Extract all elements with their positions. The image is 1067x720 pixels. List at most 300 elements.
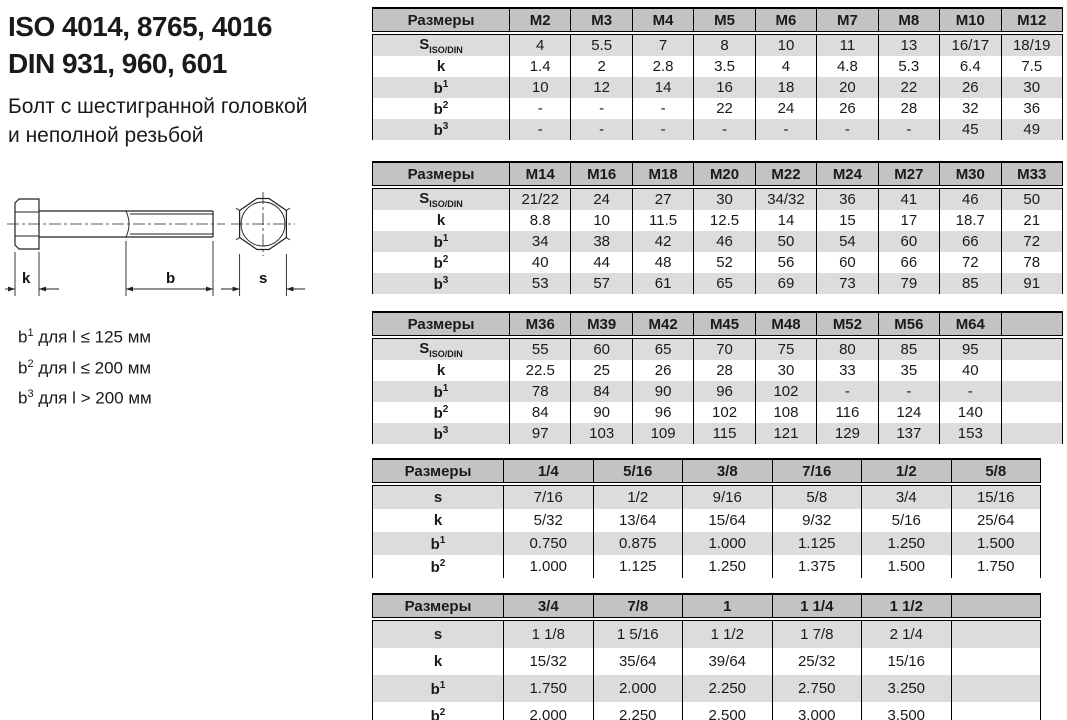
- value-cell: -: [510, 119, 571, 140]
- value-cell: -: [878, 381, 939, 402]
- value-cell: 1.500: [951, 532, 1041, 555]
- value-cell: 5.5: [571, 33, 632, 56]
- value-cell: 16/17: [940, 33, 1001, 56]
- value-cell: 18.7: [940, 210, 1001, 231]
- standards-title-din: DIN 931, 960, 601: [8, 48, 227, 79]
- value-cell: 1.250: [862, 532, 952, 555]
- value-cell: 55: [510, 337, 571, 360]
- value-cell: 56: [755, 252, 816, 273]
- bolt-side-view: [7, 199, 225, 249]
- value-cell: 27: [632, 187, 693, 210]
- value-cell: 14: [755, 210, 816, 231]
- row-label: $b^3$: [373, 119, 510, 140]
- value-cell: 42: [632, 231, 693, 252]
- empty-cell: [951, 648, 1041, 675]
- empty-cell: [1001, 337, 1063, 360]
- value-cell: 22.5: [510, 360, 571, 381]
- size-column-header: 7/8: [593, 594, 683, 619]
- value-cell: 25/32: [772, 648, 862, 675]
- table-header-row: [373, 312, 1063, 337]
- value-cell: -: [817, 381, 878, 402]
- value-cell: 91: [1001, 273, 1063, 294]
- value-cell: 15/16: [951, 484, 1041, 509]
- value-cell: 26: [940, 77, 1001, 98]
- row-label: $b^1$: [373, 675, 504, 702]
- value-cell: 15/16: [862, 648, 952, 675]
- table-header-row: [373, 8, 1063, 33]
- value-cell: 65: [694, 273, 755, 294]
- value-cell: 48: [632, 252, 693, 273]
- table-header-row: [373, 459, 1041, 484]
- value-cell: 2.500: [683, 702, 773, 720]
- value-cell: 20: [817, 77, 878, 98]
- value-cell: 10: [510, 77, 571, 98]
- value-cell: 36: [817, 187, 878, 210]
- value-cell: 28: [878, 98, 939, 119]
- hex-head-view: [231, 192, 295, 256]
- value-cell: 78: [1001, 252, 1063, 273]
- size-column-header: 1/2: [862, 459, 952, 484]
- value-cell: 24: [755, 98, 816, 119]
- value-cell: 25: [571, 360, 632, 381]
- value-cell: 45: [940, 119, 1001, 140]
- table-row: [373, 98, 1063, 119]
- value-cell: 96: [632, 402, 693, 423]
- dimension-table-4: [372, 458, 1041, 578]
- value-cell: 1 1/2: [683, 619, 773, 648]
- size-column-header: 3/4: [504, 594, 594, 619]
- empty-cell: [1001, 381, 1063, 402]
- empty-cell: [951, 675, 1041, 702]
- empty-cell: [1001, 360, 1063, 381]
- value-cell: 2: [571, 56, 632, 77]
- value-cell: 102: [755, 381, 816, 402]
- value-cell: 2 1/4: [862, 619, 952, 648]
- value-cell: 12.5: [694, 210, 755, 231]
- value-cell: 50: [755, 231, 816, 252]
- table-row: [373, 702, 1041, 720]
- size-column-header: 1/4: [504, 459, 594, 484]
- dimension-b: [126, 241, 213, 296]
- size-column-header: M16: [571, 162, 632, 187]
- value-cell: 32: [940, 98, 1001, 119]
- value-cell: 16: [694, 77, 755, 98]
- row-label: k: [373, 210, 510, 231]
- size-column-header: 1 1/2: [862, 594, 952, 619]
- value-cell: 46: [940, 187, 1001, 210]
- value-cell: 17: [878, 210, 939, 231]
- table-row: [373, 210, 1063, 231]
- value-cell: 34: [510, 231, 571, 252]
- size-column-header: 5/8: [951, 459, 1041, 484]
- bolt-technical-drawing: [5, 186, 335, 316]
- size-column-header: M2: [510, 8, 571, 33]
- value-cell: 25/64: [951, 509, 1041, 532]
- size-column-header: M64: [940, 312, 1001, 337]
- value-cell: -: [632, 119, 693, 140]
- row-label: $b^2$: [373, 702, 504, 720]
- value-cell: -: [755, 119, 816, 140]
- sizes-header-cell: Размеры: [373, 162, 510, 187]
- value-cell: 90: [571, 402, 632, 423]
- value-cell: 84: [510, 402, 571, 423]
- value-cell: 38: [571, 231, 632, 252]
- value-cell: 2.000: [504, 702, 594, 720]
- value-cell: 3.000: [772, 702, 862, 720]
- value-cell: 36: [1001, 98, 1063, 119]
- size-column-header: M7: [817, 8, 878, 33]
- sizes-header-cell: Размеры: [373, 312, 510, 337]
- row-label: $b^1$: [373, 381, 510, 402]
- table-row: [373, 381, 1063, 402]
- size-column-header: 3/8: [683, 459, 773, 484]
- value-cell: 66: [878, 252, 939, 273]
- value-cell: 18/19: [1001, 33, 1063, 56]
- value-cell: 5/8: [772, 484, 862, 509]
- table-row: [373, 619, 1041, 648]
- standards-title-iso: ISO 4014, 8765, 4016: [8, 11, 272, 42]
- row-label: $b^2$: [373, 98, 510, 119]
- table-row: [373, 119, 1063, 140]
- table-header-row: [373, 162, 1063, 187]
- size-column-header: M18: [632, 162, 693, 187]
- size-column-header: M22: [755, 162, 816, 187]
- table-row: [373, 231, 1063, 252]
- value-cell: 1/2: [593, 484, 683, 509]
- value-cell: 41: [878, 187, 939, 210]
- table-row: [373, 402, 1063, 423]
- row-label: $b^3$: [373, 273, 510, 294]
- value-cell: 65: [632, 337, 693, 360]
- size-column-header: M3: [571, 8, 632, 33]
- value-cell: 137: [878, 423, 939, 444]
- size-column-header: M5: [694, 8, 755, 33]
- row-label: $b^2$: [373, 402, 510, 423]
- value-cell: 52: [694, 252, 755, 273]
- value-cell: 4: [510, 33, 571, 56]
- size-column-header: M6: [755, 8, 816, 33]
- value-cell: 40: [940, 360, 1001, 381]
- row-label: $S_{ISO/DIN}$: [373, 33, 510, 56]
- value-cell: -: [817, 119, 878, 140]
- table-row: [373, 33, 1063, 56]
- value-cell: 1.500: [862, 555, 952, 578]
- value-cell: 73: [817, 273, 878, 294]
- value-cell: -: [878, 119, 939, 140]
- value-cell: 1.125: [593, 555, 683, 578]
- value-cell: 108: [755, 402, 816, 423]
- value-cell: 1.375: [772, 555, 862, 578]
- note-b2: $b^2$ для l ≤ 200 мм: [18, 357, 152, 378]
- value-cell: 70: [694, 337, 755, 360]
- table-row: [373, 337, 1063, 360]
- value-cell: 153: [940, 423, 1001, 444]
- row-label: $S_{ISO/DIN}$: [373, 187, 510, 210]
- bolt-description-line1: Болт с шестигранной головкой: [8, 95, 308, 118]
- value-cell: 80: [817, 337, 878, 360]
- note-b1: $b^1$ для l ≤ 125 мм: [18, 327, 152, 347]
- table-row: [373, 423, 1063, 444]
- dim-k-label: k: [22, 270, 31, 287]
- value-cell: 2.750: [772, 675, 862, 702]
- row-label: k: [373, 509, 504, 532]
- size-column-header: M24: [817, 162, 878, 187]
- value-cell: 39/64: [683, 648, 773, 675]
- value-cell: 5/32: [504, 509, 594, 532]
- value-cell: 15/64: [683, 509, 773, 532]
- bolt-description: [8, 92, 307, 150]
- size-column-header: M39: [571, 312, 632, 337]
- sizes-header-cell: Размеры: [373, 459, 504, 484]
- dimension-table-3: [372, 311, 1063, 444]
- value-cell: 8.8: [510, 210, 571, 231]
- value-cell: 61: [632, 273, 693, 294]
- value-cell: 8: [694, 33, 755, 56]
- value-cell: 1.000: [504, 555, 594, 578]
- table-row: [373, 484, 1041, 509]
- value-cell: 0.875: [593, 532, 683, 555]
- value-cell: 5/16: [862, 509, 952, 532]
- value-cell: 46: [694, 231, 755, 252]
- value-cell: 35: [878, 360, 939, 381]
- dim-b-label: b: [166, 270, 176, 287]
- value-cell: 4: [755, 56, 816, 77]
- dimension-tables: [372, 7, 1067, 720]
- table-row: [373, 555, 1041, 578]
- value-cell: 9/32: [772, 509, 862, 532]
- size-column-header: M52: [817, 312, 878, 337]
- value-cell: 60: [878, 231, 939, 252]
- size-column-header: M45: [694, 312, 755, 337]
- value-cell: 2.000: [593, 675, 683, 702]
- dimension-table-1: [372, 7, 1063, 140]
- row-label: $b^1$: [373, 532, 504, 555]
- value-cell: 84: [571, 381, 632, 402]
- value-cell: -: [571, 119, 632, 140]
- value-cell: -: [940, 381, 1001, 402]
- table-row: [373, 360, 1063, 381]
- value-cell: -: [510, 98, 571, 119]
- value-cell: 140: [940, 402, 1001, 423]
- size-column-header: 7/16: [772, 459, 862, 484]
- value-cell: 1.250: [683, 555, 773, 578]
- row-label: k: [373, 648, 504, 675]
- bolt-description-line2: и неполной резьбой: [8, 124, 204, 147]
- dimension-table-5: [372, 593, 1041, 720]
- value-cell: 5.3: [878, 56, 939, 77]
- empty-header-cell: [1001, 312, 1063, 337]
- empty-cell: [951, 619, 1041, 648]
- size-column-header: M8: [878, 8, 939, 33]
- dimension-k: [5, 252, 59, 296]
- row-label: s: [373, 619, 504, 648]
- empty-header-cell: [951, 594, 1041, 619]
- value-cell: 13/64: [593, 509, 683, 532]
- value-cell: 35/64: [593, 648, 683, 675]
- dimension-s: [221, 254, 305, 296]
- value-cell: 54: [817, 231, 878, 252]
- value-cell: 75: [755, 337, 816, 360]
- value-cell: -: [694, 119, 755, 140]
- value-cell: 97: [510, 423, 571, 444]
- value-cell: 10: [571, 210, 632, 231]
- value-cell: 1 7/8: [772, 619, 862, 648]
- value-cell: 6.4: [940, 56, 1001, 77]
- value-cell: 28: [694, 360, 755, 381]
- value-cell: 26: [817, 98, 878, 119]
- table-row: [373, 532, 1041, 555]
- size-column-header: M20: [694, 162, 755, 187]
- value-cell: -: [571, 98, 632, 119]
- value-cell: 78: [510, 381, 571, 402]
- value-cell: 30: [755, 360, 816, 381]
- value-cell: 1.000: [683, 532, 773, 555]
- value-cell: 1.4: [510, 56, 571, 77]
- value-cell: 15: [817, 210, 878, 231]
- value-cell: 49: [1001, 119, 1063, 140]
- table-row: [373, 675, 1041, 702]
- value-cell: 9/16: [683, 484, 773, 509]
- size-column-header: M27: [878, 162, 939, 187]
- value-cell: 33: [817, 360, 878, 381]
- value-cell: 3/4: [862, 484, 952, 509]
- size-column-header: M4: [632, 8, 693, 33]
- value-cell: 129: [817, 423, 878, 444]
- value-cell: 15/32: [504, 648, 594, 675]
- value-cell: 2.250: [683, 675, 773, 702]
- value-cell: 34/32: [755, 187, 816, 210]
- standards-title: [8, 8, 272, 82]
- row-label: $b^2$: [373, 252, 510, 273]
- row-label: $b^2$: [373, 555, 504, 578]
- value-cell: 1 1/8: [504, 619, 594, 648]
- value-cell: 60: [571, 337, 632, 360]
- value-cell: 40: [510, 252, 571, 273]
- value-cell: 79: [878, 273, 939, 294]
- value-cell: 22: [694, 98, 755, 119]
- value-cell: 4.8: [817, 56, 878, 77]
- table-row: [373, 648, 1041, 675]
- value-cell: 7: [632, 33, 693, 56]
- value-cell: 53: [510, 273, 571, 294]
- value-cell: 57: [571, 273, 632, 294]
- size-column-header: M42: [632, 312, 693, 337]
- value-cell: 22: [878, 77, 939, 98]
- value-cell: 121: [755, 423, 816, 444]
- value-cell: 95: [940, 337, 1001, 360]
- size-column-header: M30: [940, 162, 1001, 187]
- value-cell: 109: [632, 423, 693, 444]
- size-column-header: M56: [878, 312, 939, 337]
- thread-length-notes: [18, 320, 152, 412]
- size-column-header: M12: [1001, 8, 1063, 33]
- value-cell: 30: [694, 187, 755, 210]
- dim-s-label: s: [259, 270, 268, 287]
- sizes-header-cell: Размеры: [373, 8, 510, 33]
- row-label: $b^1$: [373, 231, 510, 252]
- value-cell: 11: [817, 33, 878, 56]
- row-label: $b^3$: [373, 423, 510, 444]
- size-column-header: 1 1/4: [772, 594, 862, 619]
- value-cell: 1.125: [772, 532, 862, 555]
- value-cell: 60: [817, 252, 878, 273]
- table-row: [373, 56, 1063, 77]
- value-cell: 3.5: [694, 56, 755, 77]
- value-cell: 18: [755, 77, 816, 98]
- size-column-header: M33: [1001, 162, 1063, 187]
- value-cell: 44: [571, 252, 632, 273]
- value-cell: 96: [694, 381, 755, 402]
- value-cell: 72: [1001, 231, 1063, 252]
- value-cell: 115: [694, 423, 755, 444]
- value-cell: 30: [1001, 77, 1063, 98]
- value-cell: 14: [632, 77, 693, 98]
- value-cell: 85: [878, 337, 939, 360]
- value-cell: 124: [878, 402, 939, 423]
- row-label: $S_{ISO/DIN}$: [373, 337, 510, 360]
- size-column-header: 1: [683, 594, 773, 619]
- value-cell: 1 5/16: [593, 619, 683, 648]
- bolt-drawing-svg: [5, 186, 335, 311]
- value-cell: 13: [878, 33, 939, 56]
- table-row: [373, 187, 1063, 210]
- value-cell: -: [632, 98, 693, 119]
- value-cell: 7/16: [504, 484, 594, 509]
- value-cell: 2.8: [632, 56, 693, 77]
- value-cell: 10: [755, 33, 816, 56]
- value-cell: 72: [940, 252, 1001, 273]
- value-cell: 2.250: [593, 702, 683, 720]
- size-column-header: M36: [510, 312, 571, 337]
- value-cell: 21: [1001, 210, 1063, 231]
- row-label: k: [373, 360, 510, 381]
- table-row: [373, 252, 1063, 273]
- row-label: s: [373, 484, 504, 509]
- size-column-header: M14: [510, 162, 571, 187]
- note-b3: $b^3$ для l > 200 мм: [18, 388, 152, 408]
- empty-cell: [1001, 402, 1063, 423]
- value-cell: 50: [1001, 187, 1063, 210]
- value-cell: 21/22: [510, 187, 571, 210]
- table-row: [373, 509, 1041, 532]
- sizes-header-cell: Размеры: [373, 594, 504, 619]
- value-cell: 102: [694, 402, 755, 423]
- value-cell: 66: [940, 231, 1001, 252]
- value-cell: 11.5: [632, 210, 693, 231]
- dimension-table-2: [372, 161, 1063, 294]
- value-cell: 1.750: [504, 675, 594, 702]
- value-cell: 24: [571, 187, 632, 210]
- value-cell: 85: [940, 273, 1001, 294]
- value-cell: 1.750: [951, 555, 1041, 578]
- value-cell: 26: [632, 360, 693, 381]
- value-cell: 7.5: [1001, 56, 1063, 77]
- value-cell: 0.750: [504, 532, 594, 555]
- row-label: k: [373, 56, 510, 77]
- value-cell: 3.250: [862, 675, 952, 702]
- value-cell: 90: [632, 381, 693, 402]
- size-column-header: 5/16: [593, 459, 683, 484]
- row-label: $b^1$: [373, 77, 510, 98]
- table-row: [373, 273, 1063, 294]
- empty-cell: [951, 702, 1041, 720]
- size-column-header: M10: [940, 8, 1001, 33]
- table-header-row: [373, 594, 1041, 619]
- size-column-header: M48: [755, 312, 816, 337]
- value-cell: 69: [755, 273, 816, 294]
- empty-cell: [1001, 423, 1063, 444]
- value-cell: 103: [571, 423, 632, 444]
